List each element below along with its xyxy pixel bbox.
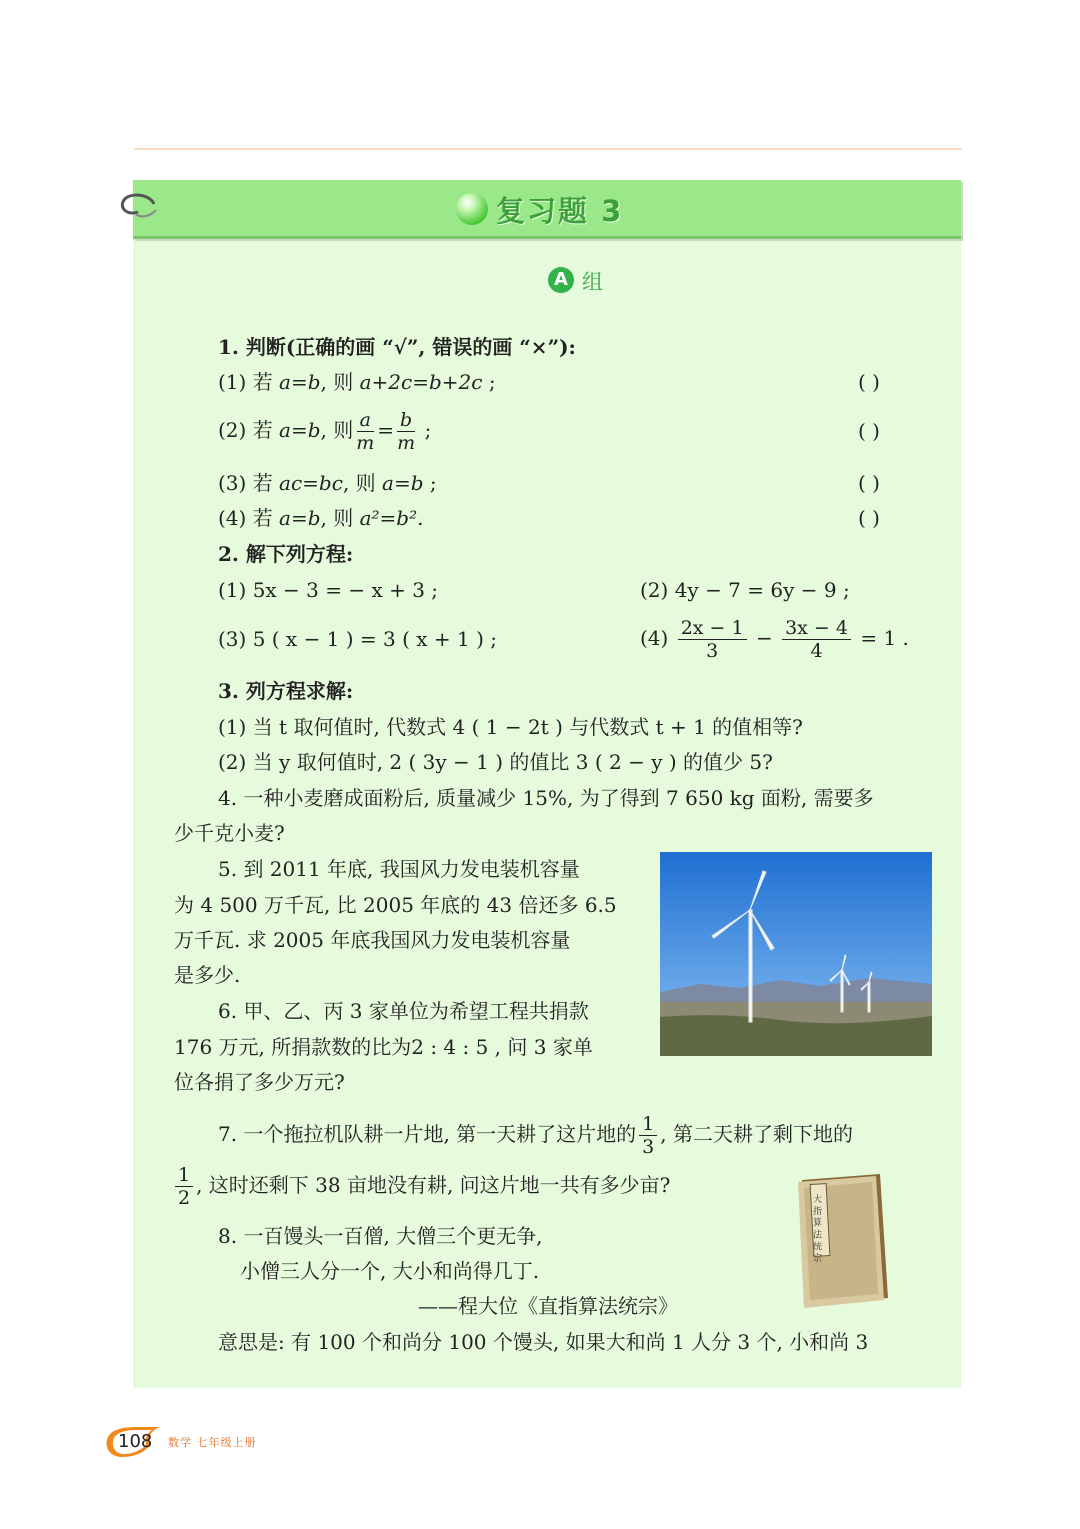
- q2-title: 2. 解下列方程:: [218, 542, 354, 566]
- group-label: 组: [582, 270, 603, 294]
- q1-item-2: (2) 若 a=b, 则 $\frac{a}{m}$ = $\frac{b}{m}$ ;: [218, 409, 432, 454]
- q1-item-1: (1) 若 a=b, 则 a+2c=b+2c ;: [218, 370, 496, 394]
- q5-line-1: 5. 到 2011 年底, 我国风力发电装机容量: [218, 857, 580, 881]
- q4-line-2: 少千克小麦?: [174, 821, 285, 845]
- q8-explain: 意思是: 有 100 个和尚分 100 个馒头, 如果大和尚 1 人分 3 个, 小和尚 3: [218, 1330, 869, 1354]
- page-number: 108: [118, 1431, 153, 1452]
- q1-item-4: (4) 若 a=b, 则 a²=b².: [218, 506, 424, 530]
- q2-item-2: (2) 4y − 7 = 6y − 9 ;: [640, 578, 850, 602]
- q2-item-1: (1) 5x − 3 = − x + 3 ;: [218, 578, 439, 602]
- q5-line-2: 为 4 500 万千瓦, 比 2005 年底的 43 倍还多 6.5: [174, 893, 617, 917]
- q3-title: 3. 列方程求解:: [218, 679, 354, 703]
- q6-line-1: 6. 甲、乙、丙 3 家单位为希望工程共捐款: [218, 999, 589, 1023]
- q1-item-3: (3) 若 ac=bc, 则 a=b ;: [218, 471, 437, 495]
- q4-line-1: 4. 一种小麦磨成面粉后, 质量减少 15%, 为了得到 7 650 kg 面粉, 需要多: [218, 786, 874, 810]
- answer-blank: ( ): [858, 471, 880, 495]
- top-divider: [134, 148, 962, 150]
- answer-blank: ( ): [858, 370, 880, 394]
- q3-item-1: (1) 当 t 取何值时, 代数式 4 ( 1 − 2t ) 与代数式 t + 1 的值相等?: [218, 715, 803, 739]
- section-title-text: 复习题 3: [496, 193, 624, 228]
- q5-line-4: 是多少.: [174, 963, 241, 987]
- q6-line-2: 176 万元, 所捐款数的比为2 : 4 : 5 , 问 3 家单: [174, 1035, 593, 1059]
- ancient-book-photo: [794, 1170, 892, 1310]
- book-cover-title: 大 指 算 法 统 宗: [811, 1194, 821, 1263]
- q8-line-2: 小僧三人分一个, 大小和尚得几丁.: [240, 1259, 540, 1283]
- green-ball-icon: [456, 193, 488, 225]
- wind-turbine-photo: [660, 852, 932, 1056]
- q7-line-1: 7. 一个拖拉机队耕一片地, 第一天耕了这片地的 $\frac{1}{3}$ , 第二天耕了剩下地的: [218, 1113, 853, 1158]
- q1-title: 1. 判断(正确的画 “√”, 错误的画 “×”):: [218, 335, 576, 359]
- q2-item-4: (4) $\frac{2x - 1}{3}$ − $\frac{3x - 4}{4}$ = 1 .: [640, 617, 909, 662]
- q6-line-3: 位各捐了多少万元?: [174, 1070, 345, 1094]
- group-badge: A: [548, 267, 574, 293]
- q5-line-3: 万千瓦. 求 2005 年底我国风力发电装机容量: [174, 928, 571, 952]
- q8-line-1: 8. 一百馒头一百僧, 大僧三个更无争,: [218, 1224, 543, 1248]
- q2-item-3: (3) 5 ( x − 1 ) = 3 ( x + 1 ) ;: [218, 627, 498, 651]
- answer-blank: ( ): [858, 419, 880, 443]
- answer-blank: ( ): [858, 506, 880, 530]
- swirl-icon: [116, 190, 160, 224]
- q3-item-2: (2) 当 y 取何值时, 2 ( 3y − 1 ) 的值比 3 ( 2 − y ) 的值少 5?: [218, 750, 773, 774]
- q8-source: ——程大位《直指算法统宗》: [418, 1294, 678, 1318]
- section-title: [456, 188, 623, 230]
- footer-book-title: 数学 七年级上册: [168, 1436, 257, 1449]
- q7-line-2: $\frac{1}{2}$ , 这时还剩下 38 亩地没有耕, 问这片地一共有多少亩?: [172, 1159, 670, 1211]
